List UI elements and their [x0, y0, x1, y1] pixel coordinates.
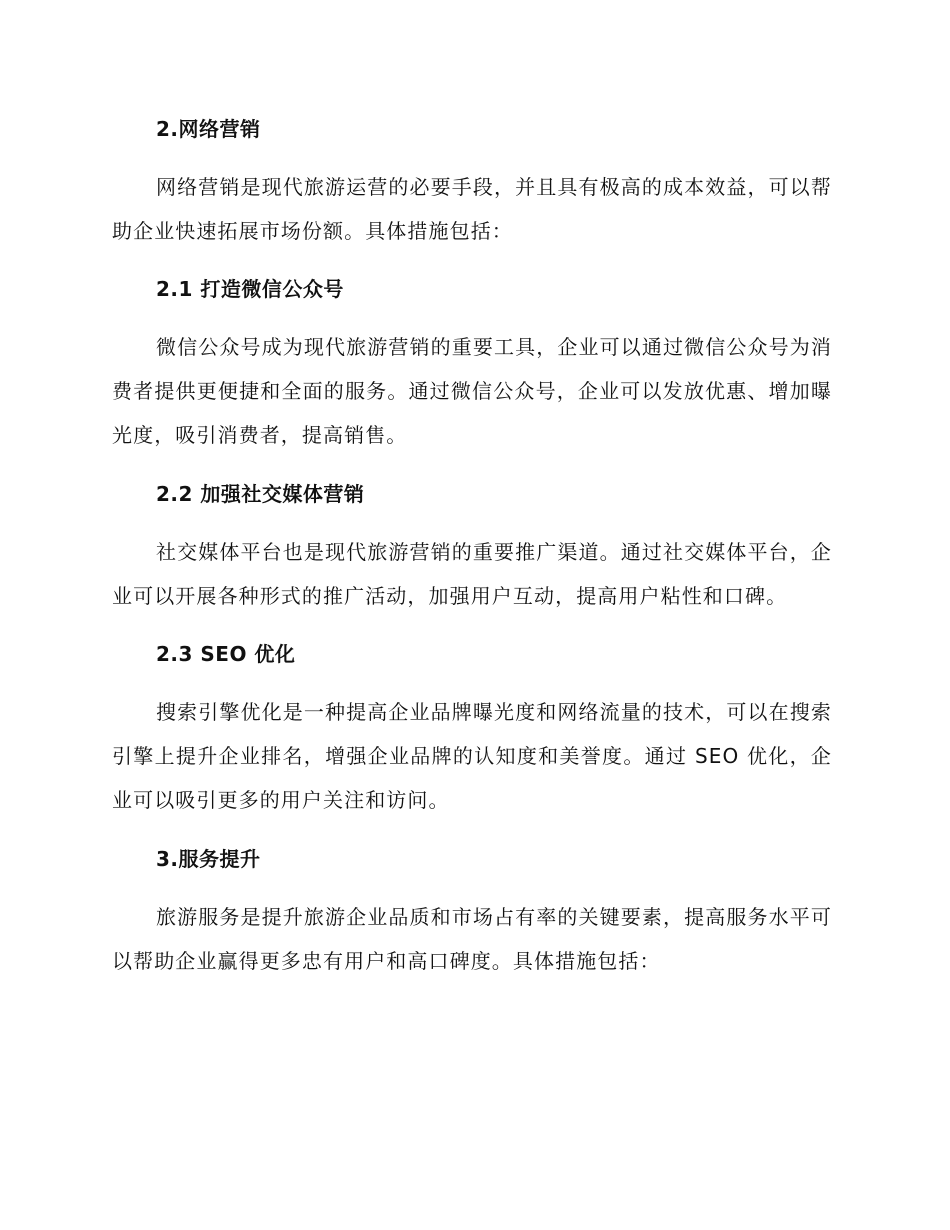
- section-heading-seo: 2.3 SEO 优化: [156, 642, 296, 666]
- paragraph-wechat: 微信公众号成为现代旅游营销的重要工具，企业可以通过微信公众号为消费者提供更便捷和全面的服务。通过微信公众号，企业可以发放优惠、增加曝光度，吸引消费者，提高销售。: [112, 335, 832, 447]
- section-heading-wechat: 2.1 打造微信公众号: [156, 277, 344, 301]
- paragraph-social-media: 社交媒体平台也是现代旅游营销的重要推广渠道。通过社交媒体平台，企业可以开展各种形式的推广活动，加强用户互动，提高用户粘性和口碑。: [112, 540, 832, 608]
- section-heading-network-marketing: 2.网络营销: [156, 117, 261, 141]
- section-heading-service: 3.服务提升: [156, 847, 261, 871]
- paragraph-service: 旅游服务是提升旅游企业品质和市场占有率的关键要素，提高服务水平可以帮助企业赢得更多忠有用户和高口碑度。具体措施包括：: [112, 905, 832, 973]
- section-heading-social-media: 2.2 加强社交媒体营销: [156, 482, 365, 506]
- paragraph-seo: 搜索引擎优化是一种提高企业品牌曝光度和网络流量的技术，可以在搜索引擎上提升企业排名，增强企业品牌的认知度和美誉度。通过 SEO 优化，企业可以吸引更多的用户关注和访问。: [112, 700, 832, 812]
- paragraph-network-marketing: 网络营销是现代旅游运营的必要手段，并且具有极高的成本效益，可以帮助企业快速拓展市场份额。具体措施包括：: [112, 175, 832, 243]
